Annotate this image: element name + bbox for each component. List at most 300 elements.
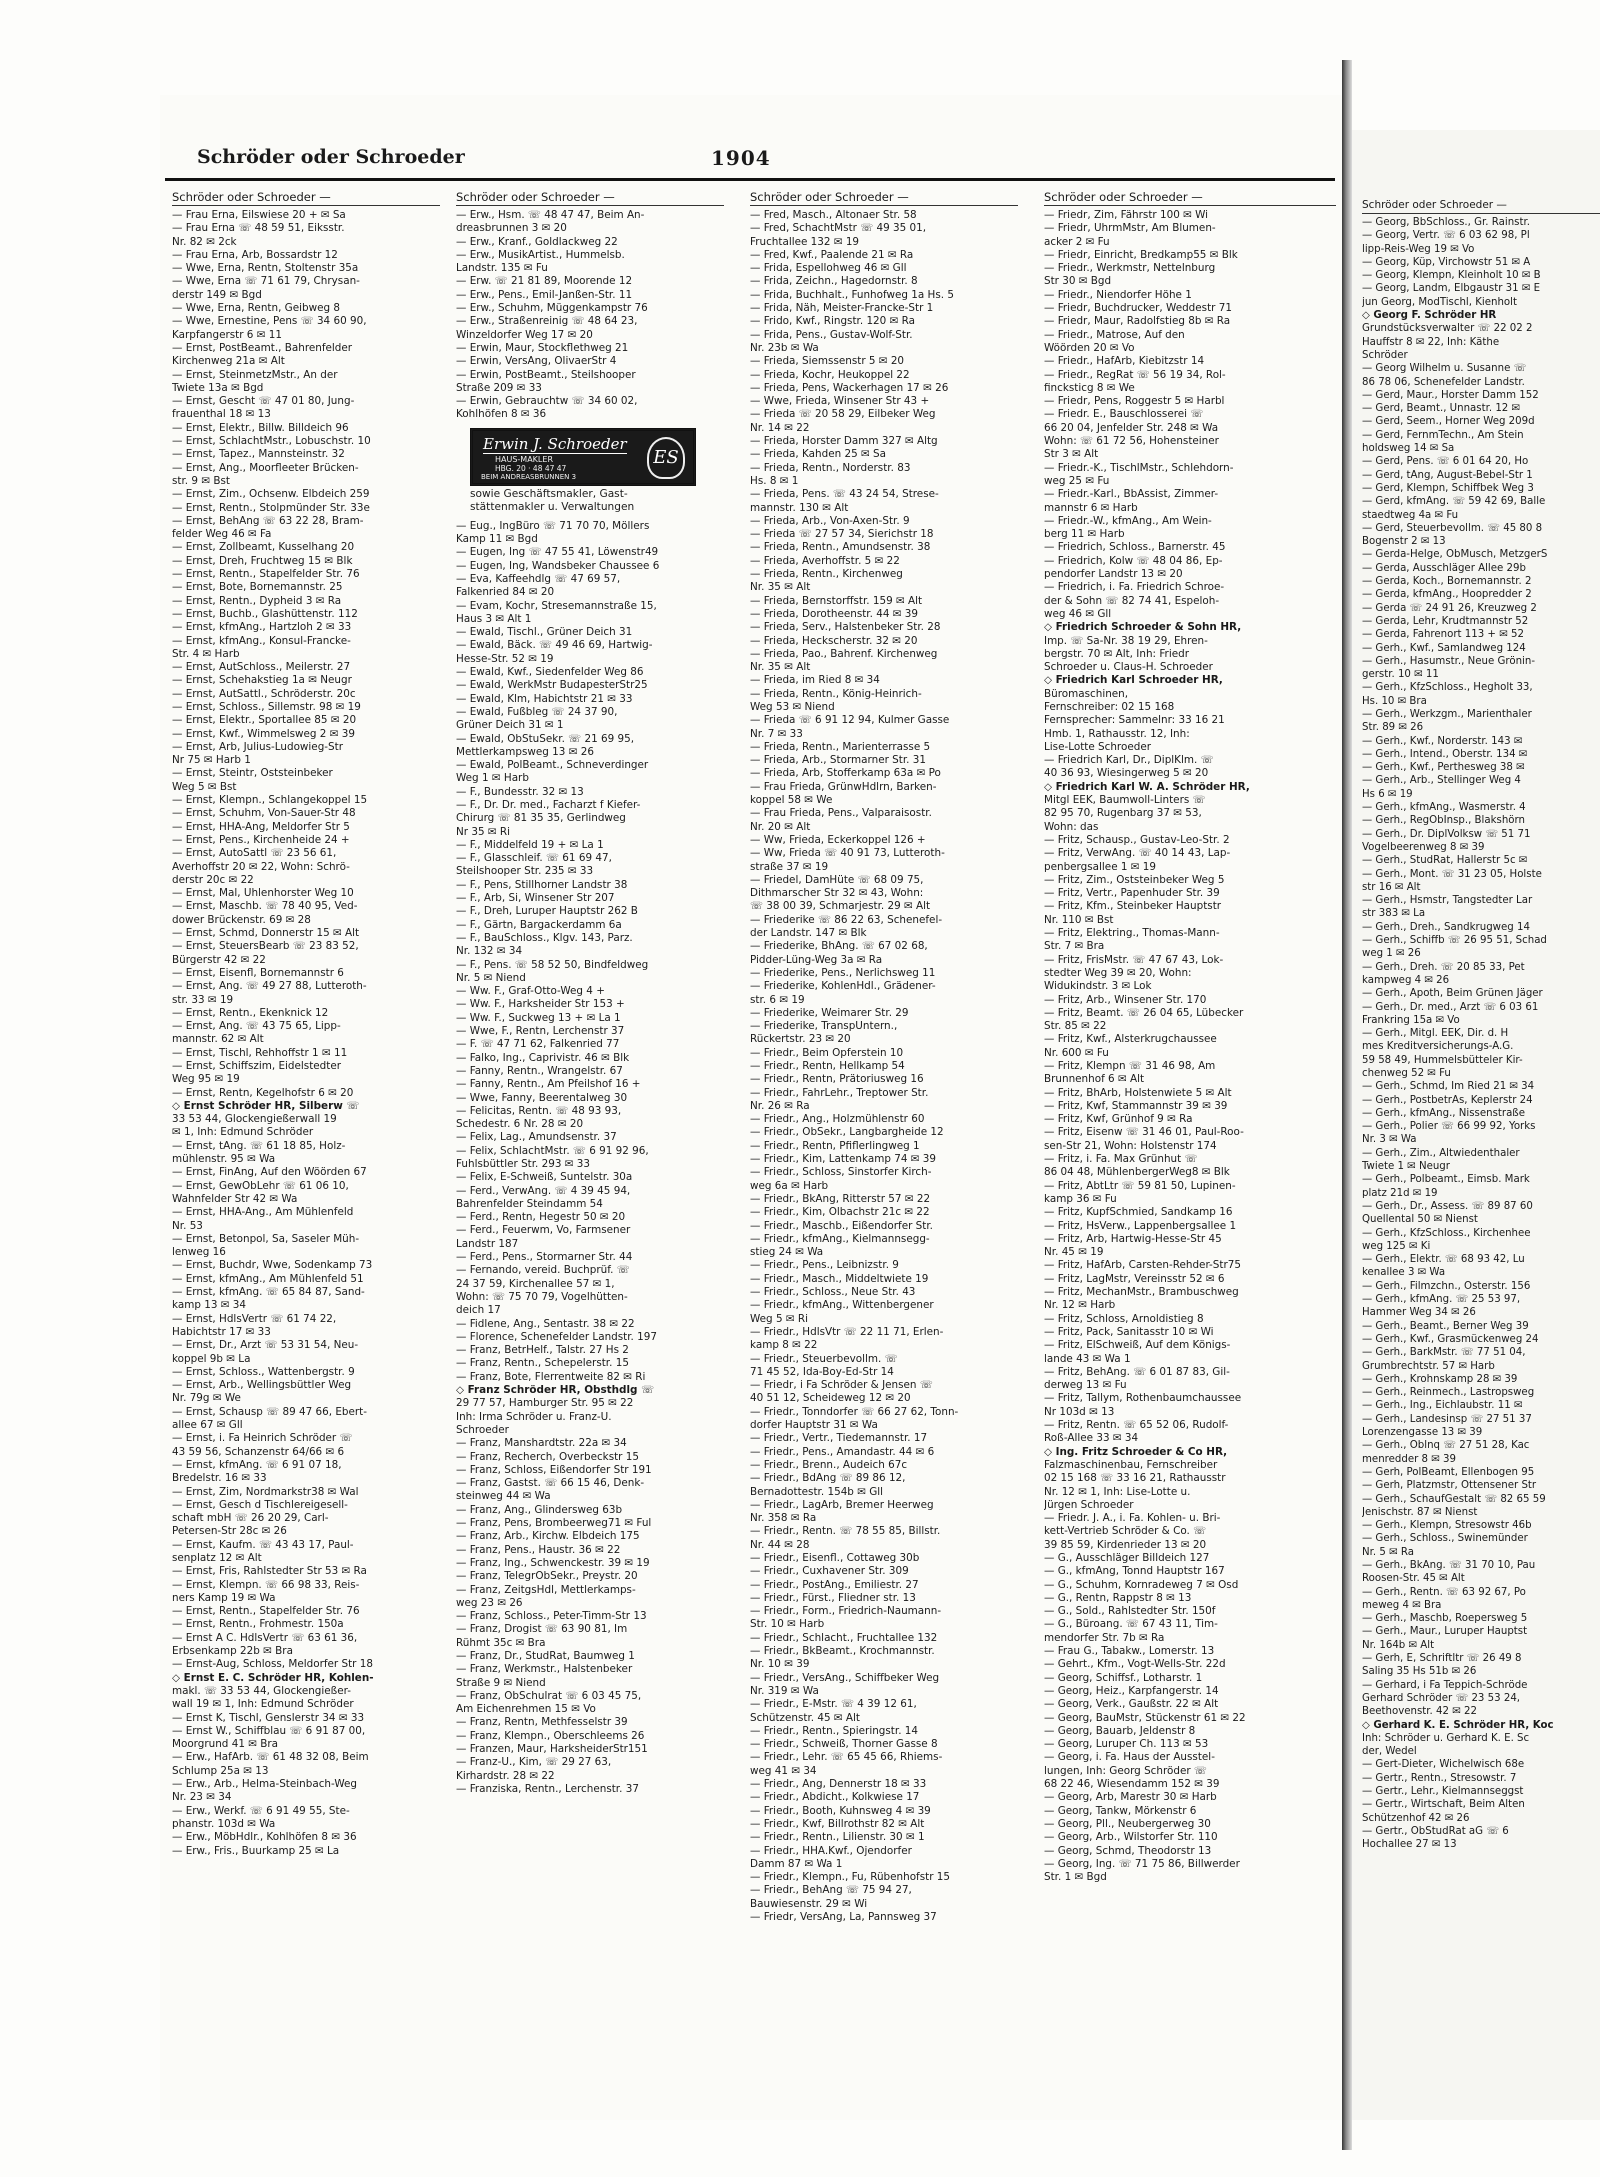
directory-entry: Moorgrund 41 ✉ Bra: [172, 1738, 279, 1751]
directory-entry: — Gerh., Krohnskamp 28 ✉ 39: [1362, 1373, 1518, 1385]
directory-entry: — Friedr., Eisenfl., Cottaweg 30b: [750, 1551, 920, 1564]
directory-entry: — Frieda, Rentn., Marienterrasse 5: [750, 740, 931, 753]
directory-entry: Nr. 35 ✉ Alt: [750, 581, 811, 594]
directory-entry: str 383 ✉ La: [1362, 908, 1426, 920]
directory-entry: Hmb. 1, Rathausstr. 12, Inh:: [1044, 727, 1190, 740]
column-heading: Schröder oder Schroeder —: [456, 190, 724, 206]
directory-entry: — Ewald, Fußbleg ☏ 24 37 90,: [456, 705, 618, 718]
directory-entry: kett-Vertrieb Schröder & Co. ☏: [1044, 1525, 1207, 1538]
column-heading: Schröder oder Schroeder —: [750, 190, 1018, 206]
directory-entry: — Franz, Arb., Kirchw. Elbdeich 175: [456, 1530, 640, 1543]
directory-entry: — Gerda ☏ 24 91 26, Kreuzweg 2: [1362, 602, 1537, 614]
ad-profession: HAUS-MAKLER: [495, 454, 553, 464]
directory-entry: Wohn: ☏ 75 70 79, Vogelhütten-: [456, 1290, 628, 1303]
directory-entry: ◇ Ing. Fritz Schroeder & Co HR,: [1044, 1445, 1228, 1458]
directory-entry: — Wwe, Fanny, Beerentalweg 30: [456, 1091, 628, 1104]
directory-entry: — Ernst, Mal, Uhlenhorster Weg 10: [172, 887, 354, 900]
directory-entry: Nr. 14 ✉ 22: [750, 421, 810, 434]
directory-entry: derstr 20c ✉ 22: [172, 873, 254, 886]
directory-entry: lipp-Reis-Weg 19 ✉ Vo: [1362, 243, 1475, 255]
directory-entry: — Franz, Recherch, Overbeckstr 15: [456, 1450, 639, 1463]
directory-entry: — Fritz, HafArb, Carsten-Rehder-Str75: [1044, 1259, 1241, 1272]
directory-entry: — Ferd., VerwAng. ☏ 4 39 45 94,: [456, 1184, 631, 1197]
directory-entry: — Erw., Kranf., Goldlackweg 22: [456, 235, 618, 248]
directory-entry: — Frau Erna, Eilswiese 20 + ✉ Sa: [172, 209, 346, 221]
directory-entry: Karpfangerstr 6 ✉ 11: [172, 328, 282, 341]
directory-entry: Kohlhöfen 8 ✉ 36: [456, 408, 547, 421]
directory-entry: — Ernst, Rentn., Stolpmünder Str. 33e: [172, 501, 370, 514]
directory-entry: — Fritz, FrisMstr. ☏ 47 67 43, Lok-: [1044, 953, 1224, 966]
directory-entry: — Franz, Schloss, Eißendorfer Str 191: [456, 1463, 652, 1476]
directory-entry: — Gerh., Reinmech., Lastropsweg: [1362, 1387, 1535, 1399]
column-heading: Schröder oder Schroeder —: [1044, 190, 1336, 206]
directory-entry: — F., Glasschleif. ☏ 61 69 47,: [456, 852, 612, 865]
directory-entry: Nr. 20 ✉ Alt: [750, 820, 811, 833]
directory-entry: — Fritz, Arb., Winsener Str. 170: [1044, 993, 1207, 1006]
directory-entry: ◇ Ernst Schröder HR, Silberw ☏: [172, 1099, 360, 1112]
directory-entry: — Friedr., ObSekr., Langbargheide 12: [750, 1126, 944, 1139]
directory-entry: — Ernst, Ang., Moorfleeter Brücken-: [172, 461, 359, 474]
running-title: Schröder oder Schroeder: [197, 146, 465, 168]
directory-entry: — Erw., MöbHdlr., Kohlhöfen 8 ✉ 36: [172, 1831, 357, 1844]
entry-list: [456, 209, 724, 422]
directory-entry: — Ewald, ObStuSekr. ☏ 21 69 95,: [456, 732, 635, 745]
directory-entry: Hammer Weg 34 ✉ 26: [1362, 1307, 1476, 1319]
directory-entry: ◇ Georg F. Schröder HR: [1362, 310, 1497, 322]
directory-entry: — Ernst, Schloss., Wattenbergstr. 9: [172, 1365, 355, 1378]
directory-entry: — Evam, Kochr, Stresemannstraße 15,: [456, 599, 657, 612]
directory-entry: — Gerh., Mont. ☏ 31 23 05, Holste: [1362, 868, 1542, 880]
directory-entry: — Friedr., Maschb., Eißendorfer Str.: [750, 1219, 933, 1232]
directory-entry: — Friedr., kfmAng., Wittenbergener: [750, 1299, 934, 1312]
directory-entry: — Franziska, Rentn., Lerchenstr. 37: [456, 1782, 639, 1795]
directory-entry: — Ernst, Bote, Bornemannstr. 25: [172, 581, 343, 594]
directory-entry: Schroeder: [456, 1423, 509, 1436]
entry-list: [750, 209, 1018, 1924]
directory-entry: Rückertstr. 23 ✉ 20: [750, 1033, 851, 1046]
directory-entry: — Ernst, Schausp ☏ 89 47 66, Ebert-: [172, 1405, 368, 1418]
directory-entry: — Gerh., Polier ☏ 66 99 92, Yorks: [1362, 1121, 1536, 1133]
directory-entry: — Gerh, E, Schriftltr ☏ 26 49 8: [1362, 1653, 1522, 1665]
directory-entry: — Friedr., BkBeamt., Krochmannstr.: [750, 1645, 935, 1658]
directory-entry: Nr. 164b ✉ Alt: [1362, 1639, 1435, 1651]
ad-company-name: Erwin J. Schroeder: [483, 434, 627, 453]
directory-entry: — Friedr., RegRat ☏ 56 19 34, Rol-: [1044, 368, 1226, 381]
directory-entry: — Franz, ObSchulrat ☏ 6 03 45 75,: [456, 1689, 642, 1702]
directory-entry: — Gerd, Klempn, Schiffbek Weg 3: [1362, 482, 1534, 494]
directory-entry: — Ernst, FinAng, Auf den Wöörden 67: [172, 1166, 367, 1179]
directory-entry: — Fred, Kwf., Paalende 21 ✉ Ra: [750, 248, 914, 261]
directory-entry: — Frieda ☏ 6 91 12 94, Kulmer Gasse: [750, 714, 950, 727]
directory-entry: — Erw., Schuhm, Müggenkampstr 76: [456, 302, 648, 315]
directory-entry: — Friedr., Rentn., Spieringstr. 14: [750, 1724, 919, 1737]
directory-entry: — Friedr., BkAng, Ritterstr 57 ✉ 22: [750, 1192, 931, 1205]
directory-entry: — Fritz, Schloss, Arnoldistieg 8: [1044, 1312, 1204, 1325]
directory-entry: — Gerh., Schiffb ☏ 26 95 51, Schad: [1362, 935, 1547, 947]
directory-entry: Hochallee 27 ✉ 13: [1362, 1839, 1457, 1851]
directory-entry: — Fernando, vereid. Buchprüf. ☏: [456, 1264, 630, 1277]
directory-entry: — Frieda, Averhoffstr. 5 ✉ 22: [750, 554, 900, 567]
directory-entry: — Franz, ZeitgsHdl, Mettlerkamps-: [456, 1583, 636, 1596]
directory-entry: — Eug., IngBüro ☏ 71 70 70, Möllers: [456, 519, 650, 532]
directory-entry: — Gerh., Dr. med., Arzt ☏ 6 03 61: [1362, 1001, 1539, 1013]
directory-entry: — Gerd, tAng, August-Bebel-Str 1: [1362, 469, 1533, 481]
directory-entry: — Ernst, Rentn., Ekenknick 12: [172, 1006, 329, 1019]
directory-entry: Nr. 358 ✉ Ra: [750, 1512, 817, 1525]
directory-entry: — Friedr., Lehr. ☏ 65 45 66, Rhiems-: [750, 1751, 943, 1764]
directory-entry: Str 30 ✉ Bgd: [1044, 275, 1112, 288]
directory-entry: — Gerh., Dr. DiplVolksw ☏ 51 71: [1362, 828, 1531, 840]
directory-entry: — Frau Frieda, Pens., Valparaisostr.: [750, 807, 932, 820]
directory-entry: — Gerd, Pens. ☏ 6 01 64 20, Ho: [1362, 456, 1529, 468]
directory-entry: — Ewald, Kwf., Siedenfelder Weg 86: [456, 666, 644, 679]
directory-entry: — Ernst, Gescht ☏ 47 01 80, Jung-: [172, 395, 355, 408]
directory-entry: — Georg, Schiffsf., Lotharstr. 1: [1044, 1671, 1203, 1684]
directory-entry: — Gertr., Wirtschaft, Beim Alten: [1362, 1799, 1525, 1811]
ad-subtext-line: sowie Geschäftsmakler, Gast-: [470, 487, 628, 500]
directory-entry: — Fritz, i. Fa. Max Grünhut ☏: [1044, 1153, 1198, 1166]
directory-entry: Grüner Deich 31 ✉ 1: [456, 719, 564, 732]
directory-entry: frauenthal 18 ✉ 13: [172, 408, 271, 421]
entry-list: [1044, 209, 1336, 1884]
directory-entry: Str. 4 ✉ Harb: [172, 647, 240, 660]
directory-entry: — Friedr., Ang, Dennerstr 18 ✉ 33: [750, 1778, 927, 1791]
directory-entry: — Friedr., Rentn, Prätoriusweg 16: [750, 1073, 924, 1086]
directory-entry: — Ernst, Betonpol, Sa, Saseler Müh-: [172, 1232, 360, 1245]
directory-entry: — Frieda, Pens. ☏ 43 24 54, Strese-: [750, 488, 939, 501]
directory-entry: felder Weg 46 ✉ Fa: [172, 528, 272, 541]
directory-entry: — Gerh., Kwf., Perthesweg 38 ✉: [1362, 762, 1525, 774]
directory-entry: koppel 9b ✉ La: [172, 1352, 251, 1365]
directory-entry: — Frieda, Bernstorffstr. 159 ✉ Alt: [750, 594, 923, 607]
directory-entry: Fernschreiber: 02 15 168: [1044, 700, 1175, 713]
directory-entry: — Gertr., Lehr., Kielmannseggst: [1362, 1786, 1524, 1798]
directory-entry: Nr 75 ✉ Harb 1: [172, 754, 251, 767]
directory-entry: Bernadottestr. 154b ✉ Gll: [750, 1485, 884, 1498]
directory-entry: — Ewald, Klm, Habichtstr 21 ✉ 33: [456, 692, 633, 705]
directory-entry: mannstr. 62 ✉ Alt: [172, 1033, 264, 1046]
directory-entry: — Frieda, Rentn., Norderstr. 83: [750, 461, 911, 474]
directory-entry: Grumbrechtstr. 57 ✉ Harb: [1362, 1360, 1495, 1372]
directory-entry: — Georg, Verk., Gaußstr. 22 ✉ Alt: [1044, 1698, 1219, 1711]
directory-entry: der Landstr. 147 ✉ Blk: [750, 927, 867, 940]
directory-entry: — Frida, Näh, Meister-Francke-Str 1: [750, 302, 934, 315]
directory-entry: — Fritz, AbtLtr ☏ 59 81 50, Lupinen-: [1044, 1179, 1236, 1192]
directory-entry: — Friedr., Masch., Middeltwiete 19: [750, 1272, 929, 1285]
directory-entry: — F., Pens. ☏ 58 52 50, Bindfeldweg: [456, 958, 649, 971]
directory-entry: — Georg, Luruper Ch. 113 ✉ 53: [1044, 1738, 1209, 1751]
directory-entry: 59 58 49, Hummelsbütteler Kir-: [1362, 1054, 1523, 1066]
directory-entry: Schroeder u. Claus-H. Schroeder: [1044, 661, 1213, 674]
directory-entry: lande 43 ✉ Wa 1: [1044, 1352, 1131, 1365]
directory-entry: Frankring 15a ✉ Vo: [1362, 1014, 1460, 1026]
column-heading: Schröder oder Schroeder —: [172, 190, 440, 206]
directory-entry: — Friedr., Matrose, Auf den: [1044, 328, 1185, 341]
directory-entry: — Ernst, Steintr, Oststeinbeker: [172, 767, 333, 780]
directory-entry: Weg 5 ✉ Bst: [172, 780, 237, 793]
directory-entry: makl. ☏ 33 53 44, Glockengießer-: [172, 1684, 351, 1697]
directory-entry: Schedestr. 6 Nr. 28 ✉ 20: [456, 1118, 584, 1131]
directory-entry: — Friedr., VersAng., Schiffbeker Weg: [750, 1671, 940, 1684]
directory-entry: weg 6a ✉ Harb: [750, 1179, 829, 1192]
directory-entry: — Fred, Masch., Altonaer Str. 58: [750, 209, 917, 221]
directory-entry: bergstr. 70 ✉ Alt, Inh: Friedr: [1044, 647, 1189, 660]
directory-entry: ◇ Friedrich Karl W. A. Schröder HR,: [1044, 780, 1250, 793]
directory-entry: deich 17: [456, 1304, 501, 1317]
directory-entry: holdsweg 14 ✉ Sa: [1362, 443, 1455, 455]
directory-entry: — Franz, Schloss., Peter-Timm-Str 13: [456, 1610, 647, 1623]
directory-entry: Roosen-Str. 45 ✉ Alt: [1362, 1573, 1465, 1585]
directory-entry: — Ernst, Fris, Rahlstedter Str 53 ✉ Ra: [172, 1565, 367, 1578]
directory-entry: 86 78 06, Schenefelder Landstr.: [1362, 376, 1525, 388]
directory-entry: — Ernst, Kaufm. ☏ 43 43 17, Paul-: [172, 1538, 354, 1551]
directory-entry: koppel 58 ✉ We: [750, 794, 833, 807]
directory-entry: derweg 13 ✉ Fu: [1044, 1379, 1127, 1392]
directory-entry: — Ernst, AutSattl., Schröderstr. 20c: [172, 687, 356, 700]
directory-entry: — Frieda ☏ 27 57 34, Sierichstr 18: [750, 528, 934, 541]
directory-entry: — Gerda, Ausschläger Allee 29b: [1362, 562, 1526, 574]
directory-entry: — Friedr., BehAng ☏ 75 94 27,: [750, 1884, 912, 1897]
directory-entry: Roß-Allee 33 ✉ 34: [1044, 1432, 1139, 1445]
directory-entry: — Georg, Heiz., Karpfangerstr. 14: [1044, 1684, 1219, 1697]
entry-list: [172, 209, 440, 1858]
directory-entry: — Gerh., Mitgl. EEK, Dir. d. H: [1362, 1028, 1509, 1040]
directory-entry: — Fritz, Klempn ☏ 31 46 98, Am: [1044, 1060, 1216, 1072]
directory-entry: — Ernst, Klempn., Schlangekoppel 15: [172, 794, 368, 807]
directory-entry: — Franz-U., Kim, ☏ 29 27 63,: [456, 1756, 612, 1769]
directory-entry: — Gerh., Dr., Assess. ☏ 89 87 60: [1362, 1200, 1533, 1212]
directory-entry: Hs. 8 ✉ 1: [750, 474, 799, 487]
directory-entry: — Ww, Frieda, Eckerkoppel 126 +: [750, 833, 926, 846]
directory-entry: — G., Schuhm, Kornradeweg 7 ✉ Osd: [1044, 1578, 1239, 1591]
directory-entry: — Friedr., Schloss., Neue Str. 43: [750, 1286, 916, 1299]
directory-entry: — F., Dr. Dr. med., Facharzt f Kiefer-: [456, 798, 641, 811]
directory-entry: — Frieda, Rentn., Amundsenstr. 38: [750, 541, 931, 554]
directory-entry: — Frieda, Rentn., König-Heinrich-: [750, 687, 922, 700]
directory-entry: — Friedrich, Kolw ☏ 48 04 86, Ep-: [1044, 554, 1223, 567]
ad-address: BEIM ANDREASBRUNNEN 3: [481, 472, 577, 481]
directory-entry: — Frau Frieda, GrünwHdlrn, Barken-: [750, 780, 937, 793]
directory-entry: — Gerh., KfzSchloss., Hegholt 33,: [1362, 682, 1533, 694]
directory-entry: Hs. 10 ✉ Bra: [1362, 695, 1427, 707]
directory-entry: Nr. 10 ✉ 39: [750, 1658, 810, 1671]
directory-entry: Kamp 11 ✉ Bgd: [456, 533, 538, 546]
directory-entry: — Ernst, kfmAng. ☏ 6 91 07 18,: [172, 1458, 342, 1471]
directory-entry: — Ww. F., Suckweg 13 + ✉ La 1: [456, 1011, 621, 1024]
directory-entry: — Gerh., Kwf., Samlandweg 124: [1362, 642, 1526, 654]
directory-entry: — Friedr., BdAng ☏ 89 86 12,: [750, 1472, 906, 1485]
directory-entry: — Friedr., Abdicht., Kolkwiese 17: [750, 1791, 920, 1804]
directory-entry: allee 67 ✉ Gll: [172, 1419, 243, 1432]
directory-entry: Inh: Irma Schröder u. Franz-U.: [456, 1410, 612, 1423]
directory-entry: — Frieda, Rentn., Kirchenweg: [750, 568, 903, 581]
directory-entry: Nr. 3 ✉ Wa: [1362, 1134, 1417, 1146]
directory-entry: ners Kamp 19 ✉ Wa: [172, 1591, 276, 1604]
directory-entry: 66 20 04, Jenfelder Str. 248 ✉ Wa: [1044, 421, 1219, 434]
directory-entry: — Friedr., HHA.Kwf., Ojendorfer: [750, 1844, 912, 1857]
entry-list: [456, 520, 724, 1797]
directory-entry: senplatz 12 ✉ Alt: [172, 1551, 262, 1564]
directory-entry: staedtweg 4a ✉ Fu: [1362, 509, 1459, 521]
directory-entry: straße 37 ✉ 19: [750, 860, 829, 873]
directory-entry: — Gerh., Schloss., Swinemünder: [1362, 1533, 1528, 1545]
directory-entry: — Frau G., Tabakw., Lomerstr. 13: [1044, 1645, 1215, 1658]
directory-entry: Nr. 79g ✉ We: [172, 1392, 241, 1405]
directory-entry: Nr. 110 ✉ Bst: [1044, 913, 1114, 926]
directory-entry: — F., Middelfeld 19 + ✉ La 1: [456, 838, 604, 851]
directory-entry: — Friedr., Schweiß, Thorner Gasse 8: [750, 1738, 938, 1751]
directory-entry: — Ernst, kfmAng., Am Mühlenfeld 51: [172, 1272, 364, 1285]
directory-entry: — Friedr., HdlsVtr ☏ 22 11 71, Erlen-: [750, 1325, 944, 1338]
directory-entry: — Gerh., kfmAng., Wasmerstr. 4: [1362, 802, 1526, 814]
directory-entry: — Franz, BetrHelf., Talstr. 27 Hs 2: [456, 1344, 629, 1357]
directory-entry: — Ernst, kfmAng., Hartzloh 2 ✉ 33: [172, 621, 352, 634]
directory-entry: Nr. 12 ✉ 1, Inh: Lise-Lotte u.: [1044, 1485, 1191, 1498]
directory-entry: — G., Rentn, Rappstr 8 ✉ 13: [1044, 1591, 1192, 1604]
directory-entry: — Georg, Ing. ☏ 71 75 86, Billwerder: [1044, 1857, 1240, 1870]
directory-entry: Wohn: das: [1044, 820, 1099, 833]
directory-entry: Inh: Schröder u. Gerhard K. E. Sc: [1362, 1732, 1530, 1744]
directory-entry: — Gert-Dieter, Wichelwisch 68e: [1362, 1759, 1525, 1771]
directory-entry: — Fritz, Kwf, Grünhof 9 ✉ Ra: [1044, 1113, 1193, 1126]
directory-entry: str. 33 ✉ 19: [172, 993, 234, 1006]
directory-entry: — Fritz, Zim., Oststeinbeker Weg 5: [1044, 873, 1225, 886]
directory-entry: — Gehrt., Kfm., Vogt-Wells-Str. 22d: [1044, 1658, 1226, 1671]
directory-entry: — Gerh., Maur., Luruper Hauptst: [1362, 1626, 1528, 1638]
directory-entry: — Florence, Schenefelder Landstr. 197: [456, 1330, 657, 1343]
directory-entry: — Friedr., HafArb, Kiebitzstr 14: [1044, 355, 1205, 368]
directory-entry: Habichtstr 17 ✉ 33: [172, 1325, 271, 1338]
adjacent-page: [1352, 130, 1600, 2120]
directory-entry: Nr. 12 ✉ Harb: [1044, 1299, 1116, 1312]
directory-entry: — Fritz, Schausp., Gustav-Leo-Str. 2: [1044, 833, 1230, 846]
directory-entry: — Franz, Pens, Brombeerweg71 ✉ Ful: [456, 1517, 652, 1530]
directory-entry: — Ernst, Schiffszim, Eidelstedter: [172, 1060, 341, 1072]
directory-entry: Nr. 7 ✉ 33: [750, 727, 803, 740]
directory-entry: — Fritz, Rentn. ☏ 65 52 06, Rudolf-: [1044, 1419, 1229, 1432]
directory-entry: — Gerh., Polbeamt., Eimsb. Mark: [1362, 1174, 1530, 1186]
directory-entry: 33 53 44, Glockengießerwall 19: [172, 1113, 337, 1126]
directory-entry: — Frieda, Kahden 25 ✉ Sa: [750, 448, 886, 461]
directory-entry: — Ernst, HHA-Ang, Meldorfer Str 5: [172, 820, 350, 833]
directory-entry: — Fritz, Kwf., Alsterkrugchaussee: [1044, 1033, 1217, 1046]
directory-entry: Bürgerstr 42 ✉ 22: [172, 953, 266, 966]
directory-entry: — Erwin, Maur, Stockflethweg 21: [456, 341, 629, 354]
directory-entry: — Gerh, Platzmstr, Ottensener Str: [1362, 1480, 1537, 1492]
directory-entry: mannstr. 130 ✉ Alt: [750, 501, 849, 514]
directory-entry: — F., Gärtn, Bargackerdamm 6a: [456, 918, 622, 931]
directory-entry: — Gerh., Arb., Stellinger Weg 4: [1362, 775, 1521, 787]
directory-entry: Chirurg ☏ 81 35 35, Gerlindweg: [456, 812, 626, 825]
directory-entry: — Ernst, kfmAng., Konsul-Francke-: [172, 634, 351, 647]
directory-entry: — Friederike, KohlenHdl., Grädener-: [750, 980, 936, 993]
directory-entry: — Frieda, Dorotheenstr. 44 ✉ 39: [750, 607, 918, 620]
directory-entry: Nr. 132 ✉ 34: [456, 945, 523, 958]
directory-entry: — Georg, Klempn, Kleinholt 10 ✉ B: [1362, 270, 1541, 282]
directory-entry: Gerhard Schröder ☏ 23 53 24,: [1362, 1692, 1521, 1704]
directory-entry: weg 125 ✉ Ki: [1362, 1240, 1431, 1252]
directory-entry: Vogelbeerenweg 8 ✉ 39: [1362, 841, 1485, 853]
directory-entry: Nr 103d ✉ 13: [1044, 1405, 1115, 1418]
directory-entry: Str 3 ✉ Alt: [1044, 448, 1099, 461]
column-3: [750, 190, 1018, 1990]
directory-entry: — Gerh., Maschb, Roepersweg 5: [1362, 1613, 1528, 1625]
directory-entry: Schützenstr. 45 ✉ Alt: [750, 1711, 860, 1724]
directory-entry: — Ernst, i. Fa Heinrich Schröder ☏: [172, 1432, 353, 1445]
directory-entry: — Fritz, Pack, Sanitasstr 10 ✉ Wi: [1044, 1325, 1214, 1338]
directory-entry: Kirchenweg 21a ✉ Alt: [172, 355, 285, 368]
directory-entry: Twiete 1 ✉ Neugr: [1362, 1161, 1450, 1173]
directory-entry: — Frido, Kwf., Ringstr. 120 ✉ Ra: [750, 315, 915, 328]
advertisement: [470, 428, 700, 514]
directory-entry: — Georg, i. Fa. Haus der Ausstel-: [1044, 1751, 1215, 1764]
directory-entry: — Erw., Arb., Helma-Steinbach-Weg: [172, 1778, 357, 1791]
adjacent-column: [1362, 198, 1600, 1852]
directory-entry: — Georg, BbSchloss., Gr. Rainstr.: [1362, 217, 1530, 228]
directory-entry: dower Brückenstr. 69 ✉ 28: [172, 913, 311, 926]
directory-entry: Str. 10 ✉ Harb: [750, 1618, 825, 1631]
directory-entry: Landstr 187: [456, 1237, 519, 1250]
directory-entry: — Friedr., FahrLehr., Treptower Str.: [750, 1086, 929, 1099]
directory-entry: — F., Pens, Stillhorner Landstr 38: [456, 878, 628, 891]
directory-entry: — Ernst, Dreh, Fruchtweg 15 ✉ Blk: [172, 554, 353, 567]
directory-entry: — Fritz, Vertr., Papenhuder Str. 39: [1044, 887, 1220, 900]
directory-entry: gerstr. 10 ✉ 11: [1362, 669, 1439, 681]
directory-entry: — Georg, Küp, Virchowstr 51 ✉ A: [1362, 256, 1531, 268]
directory-entry: — Gerh., BarkMstr. ☏ 77 51 04,: [1362, 1347, 1526, 1359]
directory-entry: — Gerh., Zim., Altwiedenthaler: [1362, 1147, 1520, 1159]
directory-entry: — Friedr., Kwf, Billrothstr 82 ✉ Alt: [750, 1817, 925, 1830]
directory-entry: — Ernst, tAng. ☏ 61 18 85, Holz-: [172, 1139, 346, 1152]
page-header: [165, 142, 1335, 181]
directory-entry: — Georg, Pll., Neubergerweg 30: [1044, 1817, 1211, 1830]
directory-entry: — Frieda, im Ried 8 ✉ 34: [750, 674, 880, 687]
directory-entry: — Gerh., KfzSchloss., Kirchenhee: [1362, 1227, 1531, 1239]
directory-entry: — Friedr, UhrmMstr, Am Blumen-: [1044, 222, 1216, 235]
directory-entry: — Frieda, Pao., Bahrenf. Kirchenweg: [750, 647, 938, 660]
directory-entry: — Friedr.-W., kfmAng., Am Wein-: [1044, 514, 1212, 527]
directory-entry: platz 21d ✉ 19: [1362, 1187, 1438, 1199]
directory-entry: — Friederike, Pens., Nerlichsweg 11: [750, 966, 936, 979]
ad-monogram-logo: ES: [647, 437, 685, 479]
directory-entry: Petersen-Str 28c ✉ 26: [172, 1525, 287, 1538]
directory-entry: — Felix, Lag., Amundsenstr. 37: [456, 1131, 617, 1144]
directory-entry: — Frieda, Kochr, Heukoppel 22: [750, 368, 910, 381]
directory-entry: — Ernst, SteinmetzMstr., An der: [172, 368, 338, 381]
directory-entry: — Gerh., StudRat, Hallerstr 5c ✉: [1362, 855, 1528, 867]
directory-entry: — Gerh., Intend., Oberstr. 134 ✉: [1362, 748, 1528, 760]
directory-entry: wall 19 ✉ 1, Inh: Edmund Schröder: [172, 1698, 354, 1711]
directory-entry: Str. 89 ✉ 26: [1362, 722, 1424, 734]
directory-entry: — Ernst, Rentn., Dypheid 3 ✉ Ra: [172, 594, 342, 607]
directory-entry: kenallee 3 ✉ Wa: [1362, 1267, 1446, 1279]
directory-entry: — Gerh., Elektr. ☏ 68 93 42, Lu: [1362, 1254, 1525, 1266]
directory-entry: ✉ 1, Inh: Edmund Schröder: [172, 1126, 314, 1139]
book-gutter: [1342, 60, 1352, 2150]
directory-entry: stedter Weg 39 ✉ 20, Wohn:: [1044, 966, 1192, 979]
directory-entry: Hesse-Str. 52 ✉ 19: [456, 652, 554, 665]
directory-entry: — Franzen, Maur, HarksheiderStr151: [456, 1743, 648, 1756]
directory-entry: — Frida, Espellohweg 46 ✉ Gll: [750, 262, 907, 275]
directory-entry: — Gerda-Helge, ObMusch, MetzgerS: [1362, 549, 1548, 561]
directory-entry: — Ernst, Tapez., Mannsteinstr. 32: [172, 448, 345, 461]
directory-entry: — Frieda, Pens, Wackerhagen 17 ✉ 26: [750, 381, 949, 394]
directory-entry: — Eugen, Ing, Wandsbeker Chaussee 6: [456, 559, 660, 572]
directory-entry: — Gerd, Beamt., Unnastr. 12 ✉: [1362, 403, 1521, 415]
directory-entry: — Ernst, Zollbeamt, Kusselhang 20: [172, 541, 355, 554]
directory-entry: — Ernst, PostBeamt., Bahrenfelder: [172, 341, 353, 354]
directory-entry: — Friedr., Fürst., Fliedner str. 13: [750, 1591, 916, 1604]
